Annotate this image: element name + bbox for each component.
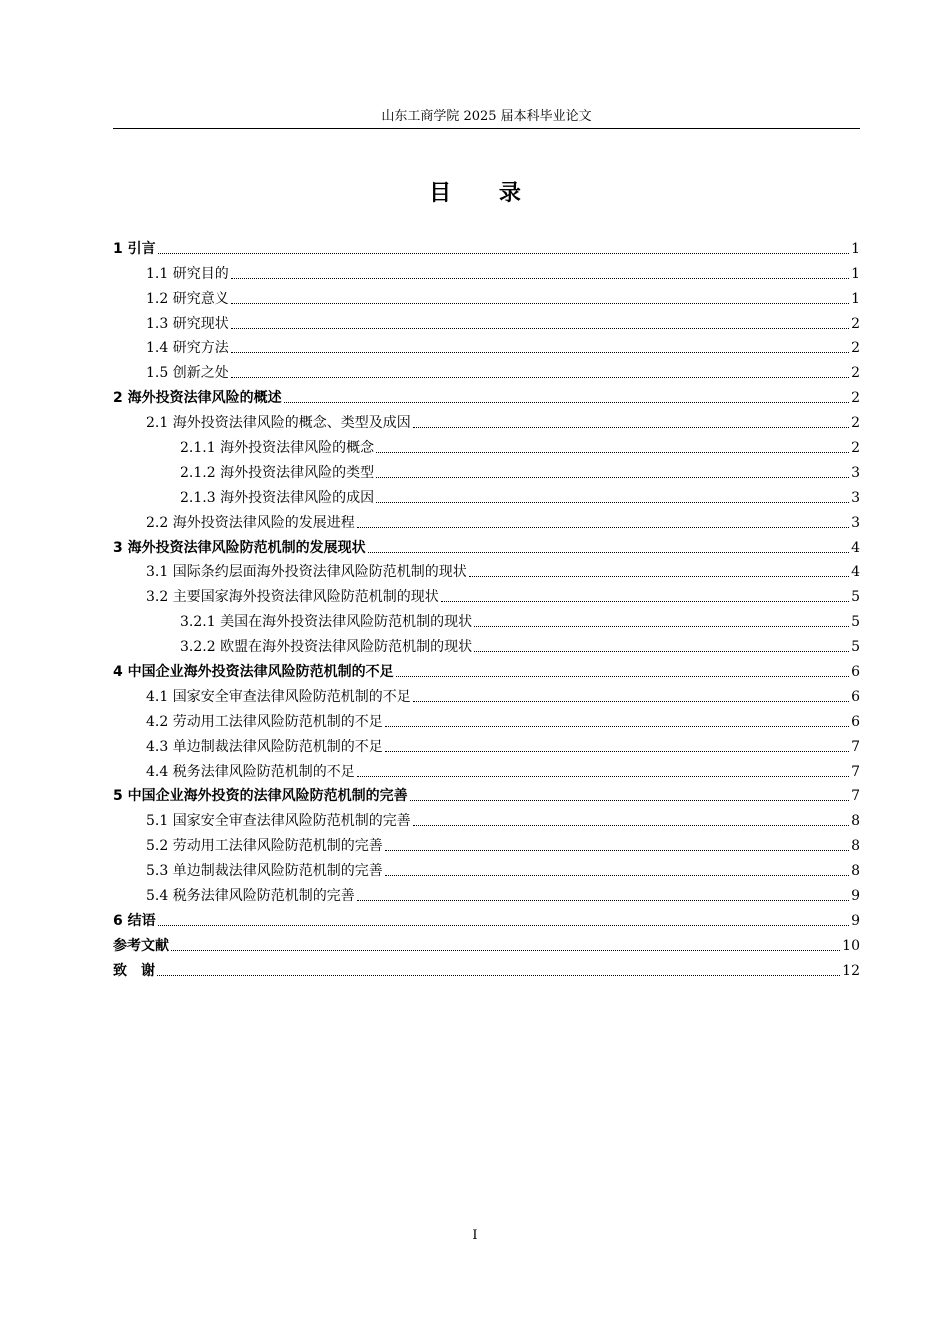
toc-entry-page: 3 [851,514,860,531]
toc-dot-leader [231,328,849,329]
toc-entry-label: 3.1 国际条约层面海外投资法律风险防范机制的现状 [146,564,467,581]
toc-entry[interactable] [113,731,860,756]
toc-dot-leader [385,726,849,727]
table-of-contents [113,233,860,980]
toc-entry[interactable] [113,532,860,557]
toc-entry-label: 5.3 单边制裁法律风险防范机制的完善 [146,863,383,880]
toc-entry[interactable] [113,581,860,606]
toc-entry-label: 2.1.2 海外投资法律风险的类型 [180,464,375,481]
toc-entry-label: 3.2 主要国家海外投资法律风险防范机制的现状 [146,589,439,606]
toc-dot-leader [368,552,849,553]
toc-entry-page: 5 [851,589,860,606]
toc-entry-page: 7 [851,788,860,805]
toc-entry[interactable] [113,382,860,407]
toc-entry[interactable] [113,805,860,830]
toc-dot-leader [474,651,849,652]
page-header [113,108,860,129]
toc-entry-label: 2.1.1 海外投资法律风险的概念 [180,440,375,457]
toc-dot-leader [474,626,849,627]
toc-entry[interactable] [113,233,860,258]
toc-entry-page: 1 [851,240,860,257]
toc-entry-label: 1.3 研究现状 [146,315,229,332]
toc-entry-label: 2 海外投资法律风险的概述 [113,390,282,407]
toc-dot-leader [157,975,840,976]
toc-dot-leader [357,900,849,901]
toc-entry[interactable] [113,681,860,706]
toc-entry-page: 2 [851,315,860,332]
toc-dot-leader [376,477,849,478]
toc-entry[interactable] [113,830,860,855]
toc-title: 目 录 [429,181,541,206]
toc-dot-leader [231,352,849,353]
toc-entry[interactable] [113,283,860,308]
toc-entry-page: 6 [851,713,860,730]
toc-dot-leader [376,502,849,503]
toc-entry-label: 4 中国企业海外投资法律风险防范机制的不足 [113,664,394,681]
toc-entry-page: 8 [851,863,860,880]
toc-dot-leader [441,601,849,602]
toc-entry-label: 1.5 创新之处 [146,365,229,382]
toc-entry-page: 2 [851,340,860,357]
toc-entry[interactable] [113,258,860,283]
toc-dot-leader [413,427,849,428]
toc-dot-leader [231,278,849,279]
toc-entry[interactable] [113,631,860,656]
toc-entry-label: 1.4 研究方法 [146,340,229,357]
toc-entry-page: 7 [851,738,860,755]
toc-entry-label: 6 结语 [113,912,156,929]
toc-entry[interactable] [113,457,860,482]
toc-entry-label: 2.1 海外投资法律风险的概念、类型及成因 [146,415,411,432]
toc-dot-leader [385,850,849,851]
toc-entry[interactable] [113,432,860,457]
toc-entry[interactable] [113,706,860,731]
toc-entry[interactable] [113,557,860,582]
toc-entry-label: 4.2 劳动用工法律风险防范机制的不足 [146,713,383,730]
page-footer [0,1228,950,1243]
toc-entry-page: 7 [851,763,860,780]
toc-dot-leader [410,800,849,801]
toc-entry-label: 5.1 国家安全审查法律风险防范机制的完善 [146,813,411,830]
toc-dot-leader [396,676,849,677]
toc-dot-leader [469,576,849,577]
toc-entry-label: 4.1 国家安全审查法律风险防范机制的不足 [146,688,411,705]
toc-entry-page: 2 [851,390,860,407]
toc-dot-leader [413,825,849,826]
toc-dot-leader [158,925,849,926]
toc-entry-page: 5 [851,614,860,631]
toc-entry-page: 5 [851,639,860,656]
toc-entry[interactable] [113,507,860,532]
toc-entry-page: 6 [851,688,860,705]
toc-entry[interactable] [113,855,860,880]
toc-dot-leader [357,527,849,528]
toc-entry-label: 1.1 研究目的 [146,265,229,282]
toc-entry[interactable] [113,756,860,781]
toc-entry-page: 8 [851,813,860,830]
toc-entry-page: 12 [842,962,860,979]
toc-entry-label: 参考文献 [113,937,169,954]
toc-entry-page: 2 [851,415,860,432]
toc-entry-page: 8 [851,838,860,855]
toc-dot-leader [385,751,849,752]
toc-entry[interactable] [113,930,860,955]
toc-entry-label: 5 中国企业海外投资的法律风险防范机制的完善 [113,788,408,805]
toc-entry[interactable] [113,880,860,905]
toc-dot-leader [357,776,849,777]
toc-entry-label: 3 海外投资法律风险防范机制的发展现状 [113,539,366,556]
toc-entry-label: 2.1.3 海外投资法律风险的成因 [180,489,375,506]
toc-dot-leader [376,452,849,453]
toc-entry[interactable] [113,407,860,432]
toc-dot-leader [413,701,849,702]
toc-entry-page: 1 [851,265,860,282]
toc-entry-label: 4.3 单边制裁法律风险防范机制的不足 [146,738,383,755]
toc-dot-leader [231,303,849,304]
toc-entry[interactable] [113,781,860,806]
toc-entry-page: 2 [851,440,860,457]
toc-entry[interactable] [113,606,860,631]
toc-entry[interactable] [113,955,860,980]
toc-entry[interactable] [113,656,860,681]
toc-entry[interactable] [113,357,860,382]
toc-dot-leader [231,377,849,378]
toc-entry[interactable] [113,482,860,507]
footer-page-number: I [472,1228,478,1243]
toc-entry-page: 6 [851,664,860,681]
toc-entry-page: 9 [851,888,860,905]
toc-dot-leader [171,950,840,951]
toc-entry-page: 2 [851,365,860,382]
toc-entry-label: 1.2 研究意义 [146,290,229,307]
toc-entry-page: 10 [842,937,860,954]
toc-dot-leader [284,402,849,403]
toc-entry-label: 致 谢 [113,962,155,979]
header-text: 山东工商学院 2025 届本科毕业论文 [381,109,592,124]
toc-entry-page: 9 [851,912,860,929]
toc-entry-page: 3 [851,464,860,481]
toc-entry-label: 1 引言 [113,240,156,257]
toc-entry[interactable] [113,905,860,930]
toc-dot-leader [385,875,849,876]
toc-entry-label: 4.4 税务法律风险防范机制的不足 [146,763,355,780]
toc-entry-page: 4 [851,564,860,581]
toc-entry-label: 5.4 税务法律风险防范机制的完善 [146,888,355,905]
toc-entry-label: 3.2.1 美国在海外投资法律风险防范机制的现状 [180,614,473,631]
toc-entry[interactable] [113,333,860,358]
toc-entry-page: 1 [851,290,860,307]
toc-entry[interactable] [113,308,860,333]
toc-entry-label: 3.2.2 欧盟在海外投资法律风险防范机制的现状 [180,639,473,656]
toc-dot-leader [158,253,849,254]
toc-entry-label: 5.2 劳动用工法律风险防范机制的完善 [146,838,383,855]
toc-entry-page: 4 [851,539,860,556]
toc-entry-page: 3 [851,489,860,506]
toc-entry-label: 2.2 海外投资法律风险的发展进程 [146,514,355,531]
